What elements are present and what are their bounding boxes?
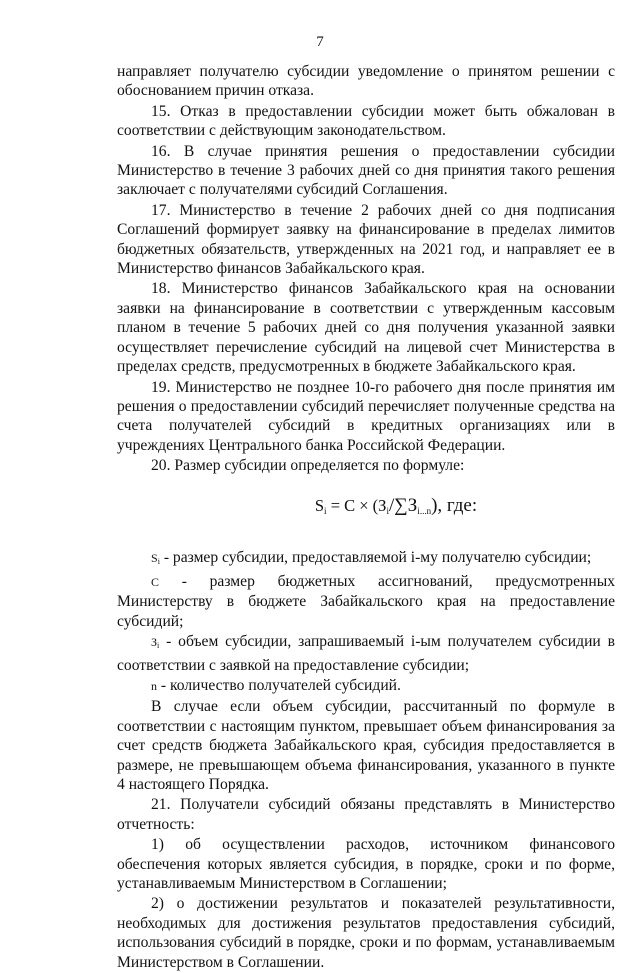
paragraph-17: 17. Министерство в течение 2 рабочих дней со дня подписания Соглашений формирует заявку на финансирование в пределах лимитов бюджетных обязательств, утвержденных на 2021 год, и направляет ее в Министерство финансов Забайкальского края. [117, 201, 615, 278]
subsidy-formula [177, 494, 615, 523]
definition-n-text: - количество получателей субсидий. [157, 676, 401, 694]
definition-s-text: - размер субсидии, предоставляемой i-му получателю субсидии; [159, 548, 592, 566]
symbol-s-subscript: i [157, 556, 160, 566]
formula-sum-subscript: i...n [417, 505, 432, 516]
formula-eq: = C × (З [326, 495, 387, 515]
formula-sum: /∑З [388, 494, 418, 516]
definition-s [117, 548, 615, 571]
definition-c-text: - размер бюджетных ассигнований, предусмотренных Министерству в бюджете Забайкальского края на предоставление субсидий; [117, 572, 615, 630]
symbol-z [151, 635, 159, 649]
paragraph-21-item-2: 2) о достижении результатов и показателей результативности, необходимых для достижения результатов предоставления субсидий, использования субсидий в порядке, сроки и по формам, устанавливаемым Министерством в Соглашении. [117, 895, 615, 971]
definition-z [117, 632, 615, 675]
document-body [117, 62, 615, 973]
definition-c [117, 572, 615, 631]
formula-close: ), где: [431, 494, 478, 516]
formula-s-subscript: i [324, 505, 327, 516]
paragraph-15: 15. Отказ в предоставлении субсидии может быть обжалован в соответствии с действующим законодательством. [117, 102, 615, 140]
symbol-z-subscript: i [157, 641, 160, 651]
spacer [117, 539, 615, 548]
symbol-n: n [151, 678, 157, 693]
formula-s: S [314, 495, 325, 515]
paragraph-continuation: направляет получателю субсидии уведомление о принятом решении с обоснованием причин отказа. [117, 63, 615, 100]
paragraph-20: 20. Размер субсидии определяется по формуле: [151, 457, 465, 475]
symbol-c: C [151, 574, 160, 589]
paragraph-case: В случае если объем субсидии, рассчитанный по формуле в соответствии с настоящим пунктом, превышает объем финансирования за счет средств бюджета Забайкальского края, субсидия предоставляется в размере, не превышающем объема финансирования, указанного в пункте 4 настоящего Порядка. [117, 698, 615, 793]
symbol-s-letter: S [151, 550, 158, 565]
symbol-s [151, 551, 160, 565]
definition-z-text: - объем субсидии, запрашиваемый i-ым получателем субсидии в соответствии с заявкой на предоставление субсидии; [117, 633, 615, 674]
symbol-z-letter: З [151, 635, 158, 650]
paragraph-21: 21. Получатели субсидий обязаны представлять в Министерство отчетность: [117, 796, 615, 833]
paragraph-18: 18. Министерство финансов Забайкальского края на основании заявки на финансирование в соответствии с утвержденным кассовым планом в течение 5 рабочих дней со дня получения указанной заявки осуществляет перечисление субсидий на лицевой счет Министерства в пределах средств, предусмотренных в бюджете Забайкальского края. [117, 280, 615, 376]
paragraph-16: 16. В случае принятия решения о предоставлении субсидии Министерство в течение 3 рабочих дней со дня принятия такого решения заключает с получателями субсидий Соглашения. [117, 142, 615, 199]
paragraph-21-item-1: 1) об осуществлении расходов, источником финансового обеспечения которых является субсидия, в порядке, сроки и по форме, устанавливаемым Министерством в Соглашении; [117, 836, 615, 893]
formula-z-subscript: i [386, 505, 389, 516]
paragraph-19: 19. Министерство не позднее 10-го рабочего дня после принятия им решения о предоставлении субсидий перечисляет полученные средства на счета получателей субсидий в кредитных организациях или в учреждениях Центрального банка Российской Федерации. [117, 378, 615, 454]
page-number: 7 [316, 34, 324, 50]
definition-n [117, 676, 615, 696]
